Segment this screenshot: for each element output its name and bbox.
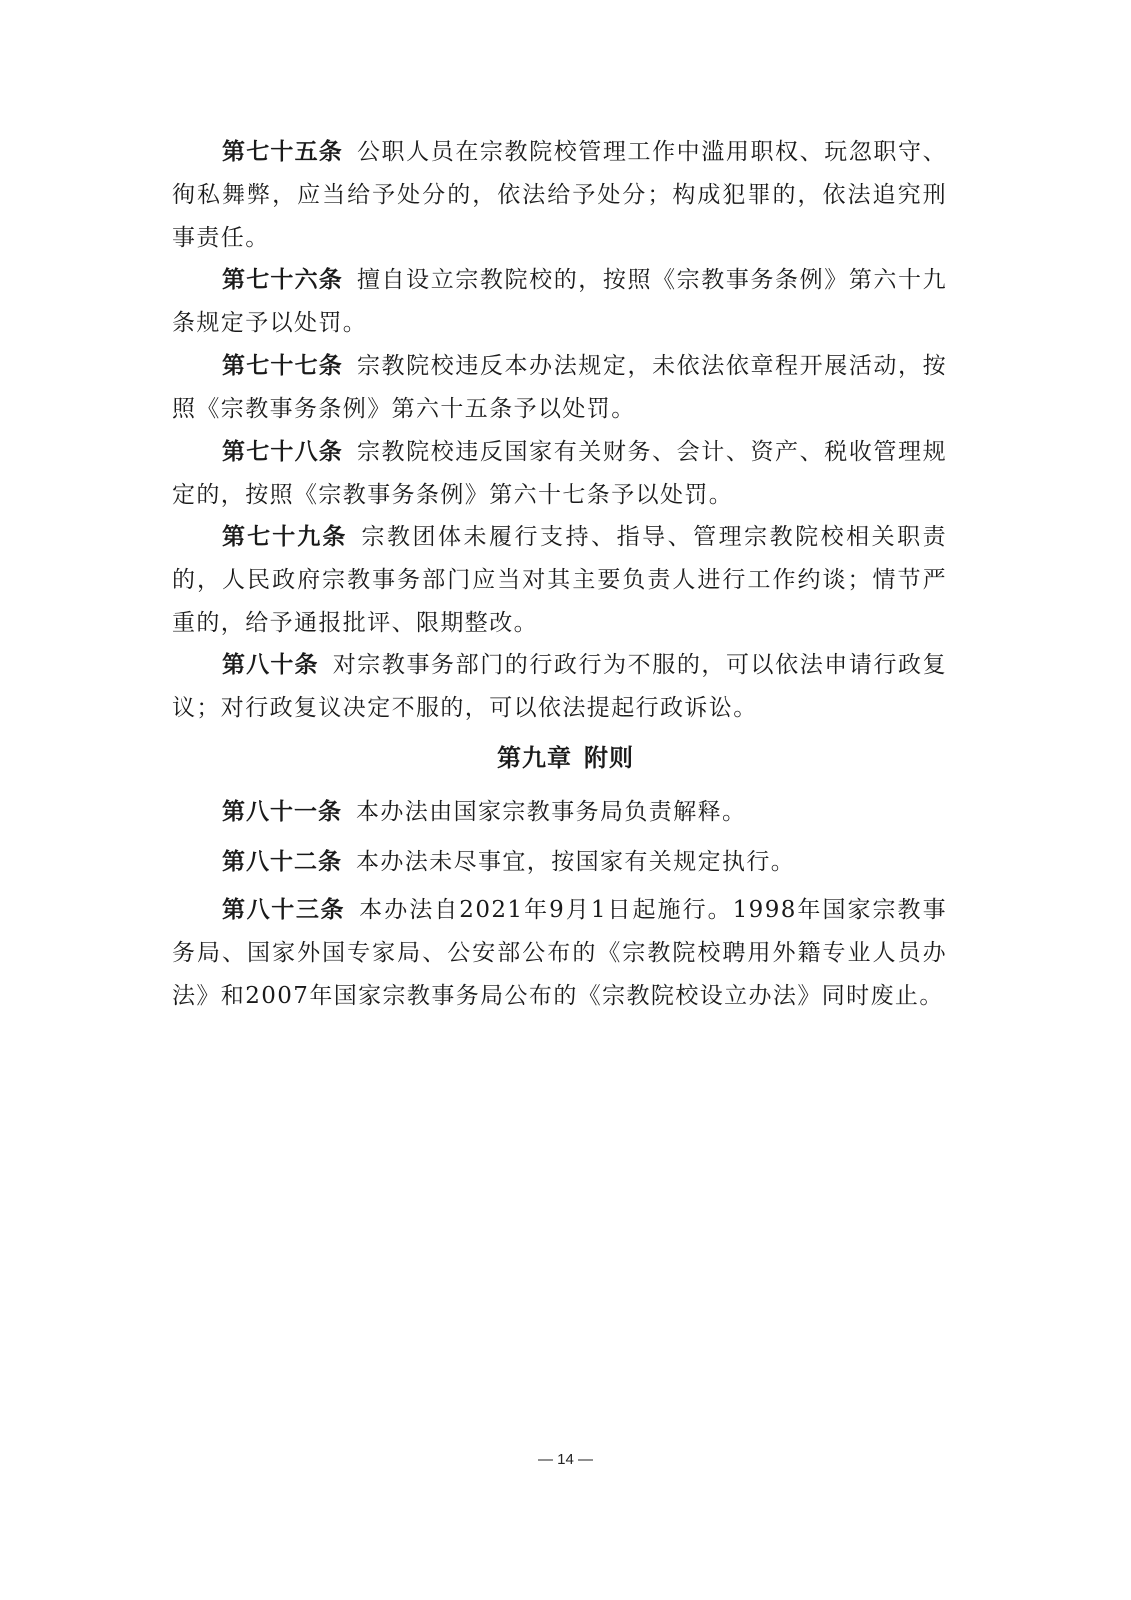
chapter-title: 附则	[584, 744, 634, 772]
article-number: 第八十条	[222, 652, 319, 678]
article-number: 第七十六条	[222, 267, 343, 293]
article-83	[172, 889, 947, 1018]
article-text: 对宗教事务部门的行政行为不服的，可以依法申请行政复议；对行政复议决定不服的，可以依法提起行政诉讼。	[172, 652, 948, 721]
article-number: 第七十七条	[222, 353, 343, 379]
article-number: 第八十一条	[222, 799, 342, 825]
article-number: 第七十五条	[222, 139, 343, 165]
page-number: — 14 —	[537, 1451, 594, 1468]
article-text: 本办法自2021年9月1日起施行。1998年国家宗教事务局、国家外国专家局、公安部公布的《宗教院校聘用外籍专业人员办法》和2007年国家宗教事务局公布的《宗教院校设立办法》同时废止。	[172, 897, 947, 1009]
article-79	[172, 516, 947, 645]
article-82	[172, 841, 947, 884]
article-75	[172, 131, 947, 260]
article-text: 本办法由国家宗教事务局负责解释。	[356, 799, 747, 825]
article-77	[172, 345, 947, 431]
article-number: 第七十八条	[222, 439, 343, 465]
article-text: 宗教团体未履行支持、指导、管理宗教院校相关职责的，人民政府宗教事务部门应当对其主要负责人进行工作约谈；情节严重的，给予通报批评、限期整改。	[172, 524, 948, 636]
chapter-number: 第九章	[497, 744, 572, 772]
article-text: 宗教院校违反国家有关财务、会计、资产、税收管理规定的，按照《宗教事务条例》第六十七条予以处罚。	[172, 439, 947, 508]
article-text: 宗教院校违反本办法规定，未依法依章程开展活动，按照《宗教事务条例》第六十五条予以处罚。	[172, 353, 947, 422]
article-78	[172, 431, 947, 517]
article-number: 第七十九条	[222, 524, 348, 550]
article-number: 第八十二条	[222, 849, 342, 875]
article-text: 公职人员在宗教院校管理工作中滥用职权、玩忽职守、徇私舞弊，应当给予处分的，依法给予处分；构成犯罪的，依法追究刑事责任。	[172, 139, 947, 251]
chapter-heading	[0, 738, 1131, 778]
article-text: 擅自设立宗教院校的，按照《宗教事务条例》第六十九条规定予以处罚。	[172, 267, 947, 336]
article-76	[172, 259, 947, 345]
article-80	[172, 644, 947, 730]
article-number: 第八十三条	[222, 897, 346, 923]
article-81	[172, 791, 947, 834]
article-text: 本办法未尽事宜，按国家有关规定执行。	[356, 849, 796, 875]
